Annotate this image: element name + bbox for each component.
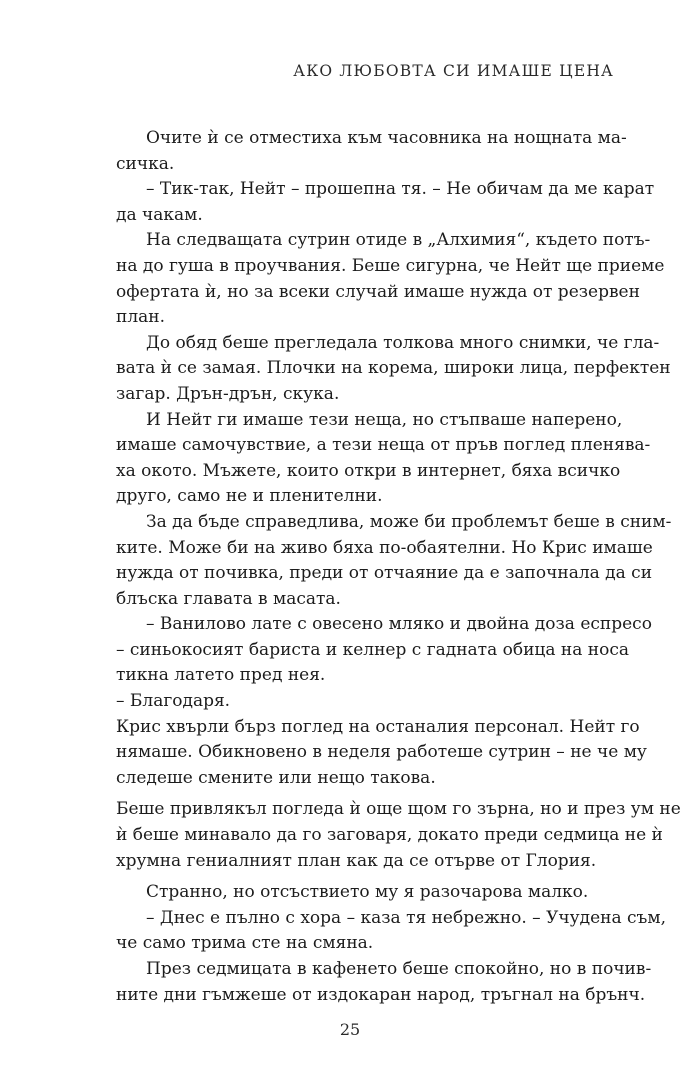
text-line: тикна латето пред нея. <box>116 665 326 686</box>
text-line: Крис хвърли бърз поглед на останалия персонал. Нейт го <box>116 716 640 737</box>
text-line: – Ванилово лате с овесено мляко и двойна доза еспресо <box>146 614 652 635</box>
text-line: Странно, но отсъствието му я разочарова малко. <box>146 882 589 903</box>
text-line: следеше смените или нещо такова. <box>116 767 436 788</box>
text-line: ките. Може би на живо бяха по-обаятелни. Но Крис имаше <box>116 537 653 558</box>
text-line: блъска главата в масата. <box>116 588 341 609</box>
text-line: на до гуша в проучвания. Беше сигурна, че Нейт ще приеме <box>116 255 665 276</box>
text-line: ха окото. Мъжете, които откри в интернет, бяха всичко <box>116 460 621 481</box>
text-line: нужда от почивка, преди от отчаяние да е започнала да си <box>116 563 653 584</box>
page-number: 25 <box>339 1020 361 1039</box>
text-line: имаше самочувствие, а тези неща от пръв поглед пленява- <box>116 435 651 456</box>
text-line: Очите ѝ се отместиха към часовника на нощната ма- <box>146 128 627 148</box>
text-line: друго, само не и пленителни. <box>116 486 383 507</box>
text-line: – Благодаря. <box>116 691 231 712</box>
text-line: план. <box>116 307 165 328</box>
text-line: вата ѝ се замая. Плочки на корема, широки лица, перфектен <box>116 358 671 379</box>
text-line: ните дни гъмжеше от издокаран народ, тръгнал на брънч. <box>116 984 646 1005</box>
text-line: На следващата сутрин отиде в „Алхимия“, където потъ- <box>146 230 651 251</box>
text-line: ѝ беше минавало да го заговаря, докато преди седмица не ѝ <box>116 825 663 846</box>
text-line: За да бъде справедлива, може би проблемът беше в сним- <box>146 511 672 532</box>
text-line: През седмицата в кафенето беше спокойно, но в почив- <box>146 959 652 979</box>
text-line: хрумна гениалният план как да се отърве от Глория. <box>116 850 597 871</box>
running-header: АКО ЛЮБОВТА СИ ИМАШЕ ЦЕНА <box>293 62 614 80</box>
text-line: До обяд беше прегледала толкова много снимки, че гла- <box>146 332 660 353</box>
text-line: нямаше. Обикновено в неделя работеше сутрин – не че му <box>116 742 647 763</box>
text-line: да чакам. <box>116 204 203 225</box>
text-line: И Нейт ги имаше тези неща, но стъпваше наперено, <box>146 409 623 430</box>
text-line: – синьокосият бариста и келнер с гадната обица на носа <box>116 639 629 660</box>
text-line: – Тик-так, Нейт – прошепна тя. – Не обичам да ме карат <box>146 179 655 200</box>
text-line: Беше привлякъл погледа ѝ още щом го зърна, но и през ум не <box>116 799 681 820</box>
text-line: че само трима сте на смяна. <box>116 933 374 954</box>
body-text <box>116 126 681 1008</box>
text-line: сичка. <box>116 153 175 174</box>
text-line: загар. Дрън-дрън, скука. <box>116 383 340 404</box>
text-line: офертата ѝ, но за всеки случай имаше нужда от резервен <box>116 281 640 302</box>
text-line: – Днес е пълно с хора – каза тя небрежно. – Учудена съм, <box>146 907 666 928</box>
